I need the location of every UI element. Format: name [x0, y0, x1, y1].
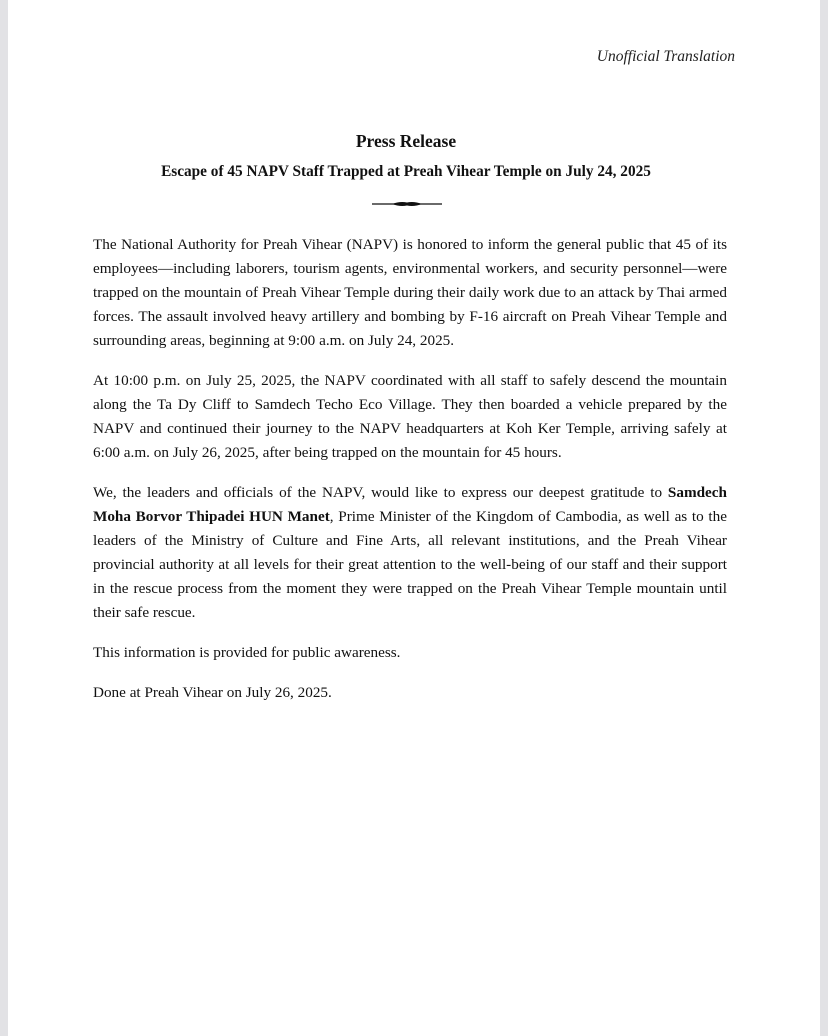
page-right-edge	[820, 0, 828, 1036]
unofficial-translation-note: Unofficial Translation	[596, 48, 735, 65]
gratitude-intro: We, the leaders and officials of the NAPV, would like to express our deepest gratitude to	[93, 484, 668, 501]
ornamental-divider	[370, 198, 444, 210]
prime-minister-name: Samdech Moha Borvor Thipadei HUN Manet	[93, 484, 727, 525]
page-subtitle: Escape of 45 NAPV Staff Trapped at Preah Vihear Temple on July 24, 2025	[161, 163, 651, 180]
page-left-edge	[0, 0, 8, 1036]
paragraph-announcement: The National Authority for Preah Vihear (NAPV) is honored to inform the general public that 45 of its employees—including laborers, tourism agents, environmental workers, and security personnel—were trapped on the mountain of Preah Vihear Temple during their daily work due to an attack by Thai armed forces. The assault involved heavy artillery and bombing by F-16 aircraft on Preah Vihear Temple and surrounding areas, beginning at 9:00 a.m. on July 24, 2025.	[93, 236, 727, 349]
paragraph-escape-details: At 10:00 p.m. on July 25, 2025, the NAPV coordinated with all staff to safely descend the mountain along the Ta Dy Cliff to Samdech Techo Eco Village. They then boarded a vehicle prepared by the NAPV and continued their journey to the NAPV headquarters at Koh Ker Temple, arriving safely at 6:00 a.m. on July 26, 2025, after being trapped on the mountain for 45 hours.	[93, 372, 727, 461]
paragraph-gratitude	[93, 481, 727, 625]
press-release-body	[93, 233, 727, 721]
paragraph-awareness: This information is provided for public awareness.	[93, 644, 401, 661]
paragraph-done-at: Done at Preah Vihear on July 26, 2025.	[93, 684, 332, 701]
gratitude-rest: , Prime Minister of the Kingdom of Cambodia, as well as to the leaders of the Ministry of Culture and Fine Arts, all relevant institutions, and the Preah Vihear provincial authority at all levels for their great attention to the well-being of our staff and their support in the rescue process from the moment they were trapped on the Preah Vihear Temple mountain until their safe rescue.	[93, 508, 727, 621]
page-title: Press Release	[355, 131, 457, 151]
